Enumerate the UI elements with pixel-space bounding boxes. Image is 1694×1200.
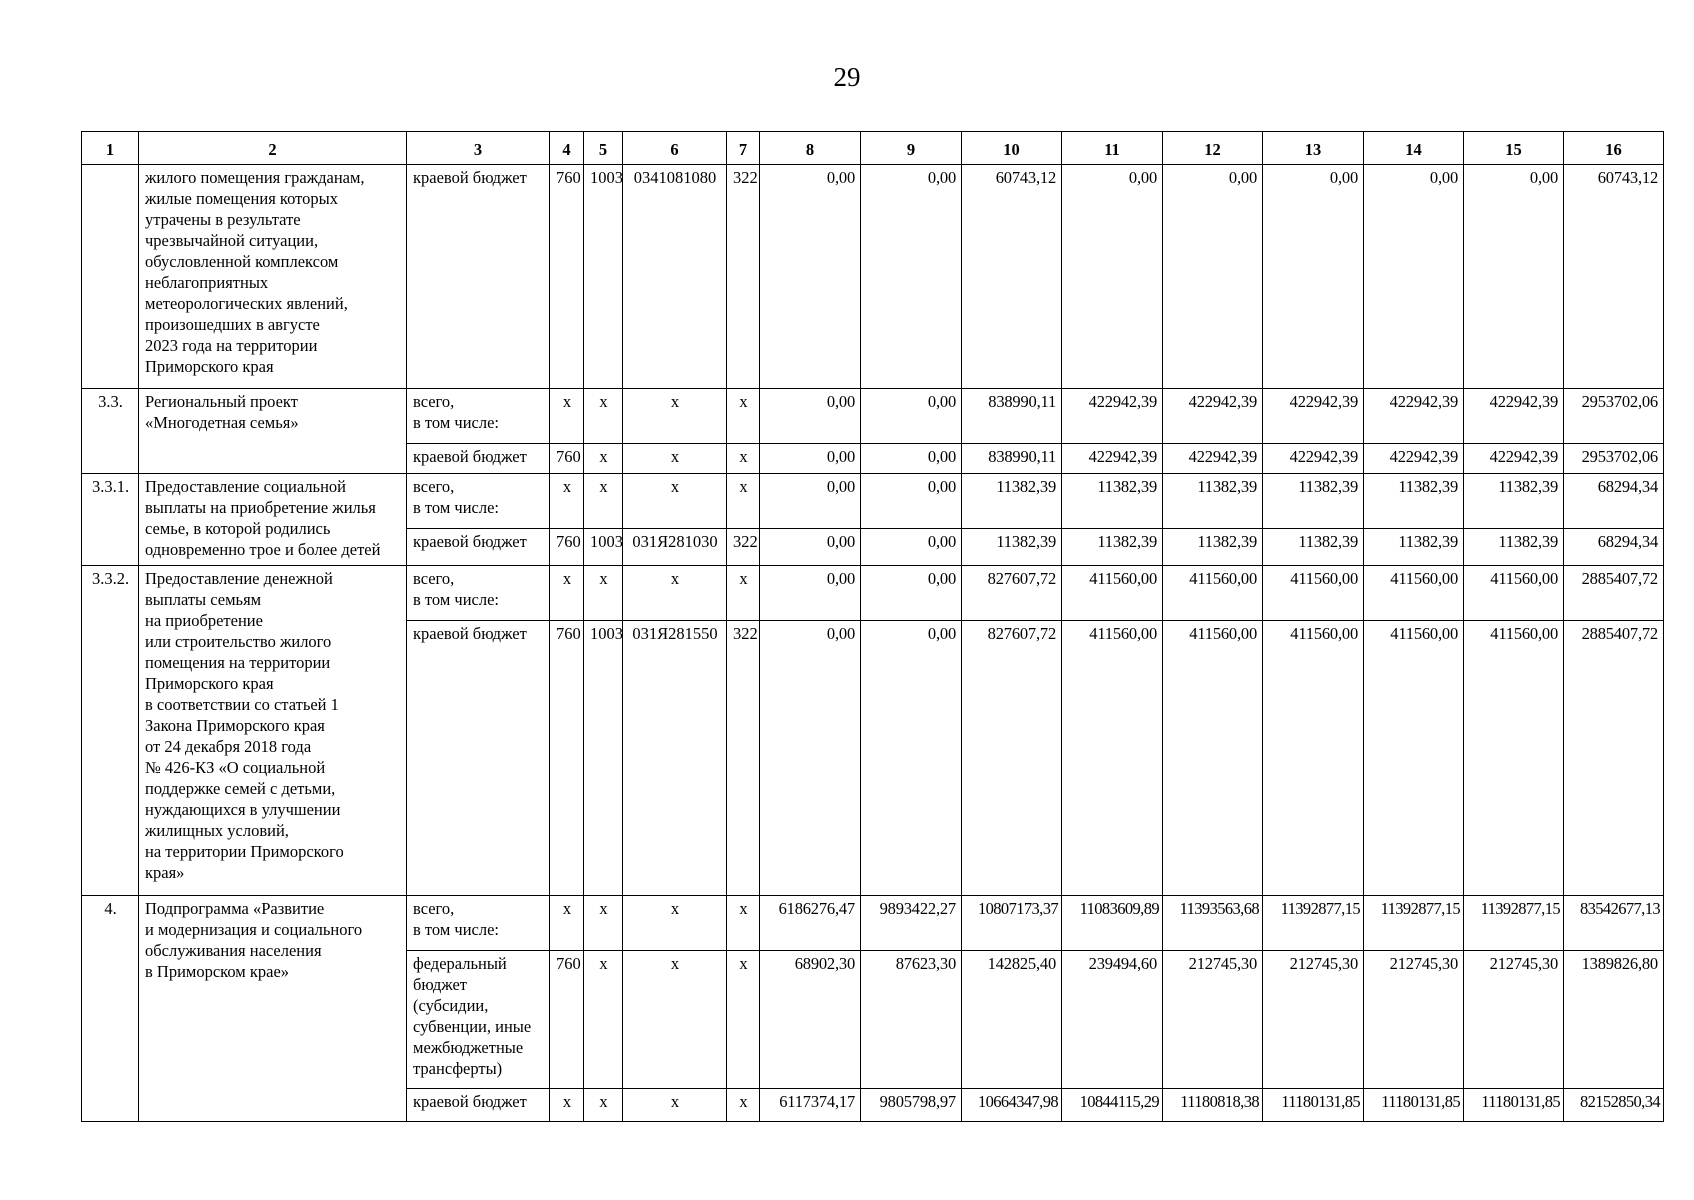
value-cell: 411560,00 (1464, 621, 1564, 896)
funding-source: федеральный бюджет (субсидии, субвенции, иные межбюджетные трансферты) (407, 951, 550, 1089)
value-cell: 11382,39 (1263, 474, 1364, 529)
col-header: 12 (1163, 132, 1263, 165)
col-header: 3 (407, 132, 550, 165)
value-cell: 6186276,47 (760, 896, 861, 951)
code-cell: 1003 (584, 529, 623, 566)
value-cell: 411560,00 (1163, 621, 1263, 896)
col-header: 1 (82, 132, 139, 165)
col-header: 11 (1062, 132, 1163, 165)
value-cell: 2885407,72 (1564, 621, 1664, 896)
value-cell: 827607,72 (962, 621, 1062, 896)
value-cell: 212745,30 (1263, 951, 1364, 1089)
code-cell: x (623, 1089, 727, 1122)
funding-source: краевой бюджет (407, 1089, 550, 1122)
value-cell: 1389826,80 (1564, 951, 1664, 1089)
row-name: Предоставление денежной выплаты семьям на приобретение или строительство жилого помещения на территории Приморского края в соответствии со статьей 1 Закона Приморского края от 24 декабря 2018 года № 426-КЗ «О социальной поддержке семей с детьми, нуждающихся в улучшении жилищных условий, на территории Приморского края» (139, 566, 407, 896)
code-cell: x (584, 951, 623, 1089)
code-cell: x (584, 389, 623, 444)
value-cell: 11180131,85 (1364, 1089, 1464, 1122)
value-cell: 11180131,85 (1464, 1089, 1564, 1122)
code-cell: x (584, 896, 623, 951)
value-cell: 11382,39 (1464, 529, 1564, 566)
row-number (82, 165, 139, 389)
row-number: 4. (82, 896, 139, 1122)
code-cell: x (550, 566, 584, 621)
value-cell: 411560,00 (1263, 621, 1364, 896)
value-cell: 422942,39 (1263, 444, 1364, 474)
table-row (82, 389, 1664, 444)
funding-source: краевой бюджет (407, 444, 550, 474)
row-name: Подпрограмма «Развитие и модернизация и социального обслуживания населения в Приморском крае» (139, 896, 407, 1122)
code-cell: x (727, 1089, 760, 1122)
col-header: 10 (962, 132, 1062, 165)
value-cell: 0,00 (861, 165, 962, 389)
value-cell: 422942,39 (1464, 444, 1564, 474)
code-cell: x (584, 474, 623, 529)
row-name: Предоставление социальной выплаты на приобретение жилья семье, в которой родились одновременно трое и более детей (139, 474, 407, 566)
funding-source: всего, в том числе: (407, 896, 550, 951)
value-cell: 0,00 (1263, 165, 1364, 389)
value-cell: 11382,39 (1364, 474, 1464, 529)
value-cell: 0,00 (1163, 165, 1263, 389)
value-cell: 411560,00 (1464, 566, 1564, 621)
value-cell: 142825,40 (962, 951, 1062, 1089)
col-header: 9 (861, 132, 962, 165)
value-cell: 0,00 (1364, 165, 1464, 389)
row-name: Региональный проект «Многодетная семья» (139, 389, 407, 474)
value-cell: 422942,39 (1364, 389, 1464, 444)
value-cell: 0,00 (861, 621, 962, 896)
value-cell: 9893422,27 (861, 896, 962, 951)
value-cell: 422942,39 (1263, 389, 1364, 444)
value-cell: 11382,39 (1464, 474, 1564, 529)
value-cell: 82152850,34 (1564, 1089, 1664, 1122)
code-cell: x (623, 951, 727, 1089)
col-header: 4 (550, 132, 584, 165)
value-cell: 10807173,37 (962, 896, 1062, 951)
value-cell: 0,00 (760, 165, 861, 389)
budget-table (81, 131, 1664, 1122)
value-cell: 11393563,68 (1163, 896, 1263, 951)
value-cell: 0,00 (760, 474, 861, 529)
code-cell: x (727, 896, 760, 951)
value-cell: 11382,39 (1062, 529, 1163, 566)
code-cell: x (623, 896, 727, 951)
value-cell: 827607,72 (962, 566, 1062, 621)
code-cell: 322 (727, 621, 760, 896)
value-cell: 0,00 (861, 529, 962, 566)
value-cell: 411560,00 (1364, 621, 1464, 896)
code-cell: x (623, 444, 727, 474)
code-cell: 1003 (584, 621, 623, 896)
table-row (82, 896, 1664, 951)
funding-source: всего, в том числе: (407, 566, 550, 621)
code-cell: 031Я281030 (623, 529, 727, 566)
funding-source: всего, в том числе: (407, 474, 550, 529)
col-header: 16 (1564, 132, 1664, 165)
col-header: 15 (1464, 132, 1564, 165)
value-cell: 422942,39 (1364, 444, 1464, 474)
value-cell: 0,00 (861, 444, 962, 474)
value-cell: 11382,39 (1062, 474, 1163, 529)
value-cell: 87623,30 (861, 951, 962, 1089)
col-header: 13 (1263, 132, 1364, 165)
value-cell: 11392877,15 (1364, 896, 1464, 951)
value-cell: 68294,34 (1564, 474, 1664, 529)
value-cell: 422942,39 (1062, 444, 1163, 474)
funding-source: краевой бюджет (407, 165, 550, 389)
code-cell: x (623, 389, 727, 444)
col-header: 14 (1364, 132, 1464, 165)
value-cell: 0,00 (861, 474, 962, 529)
funding-source: краевой бюджет (407, 529, 550, 566)
value-cell: 0,00 (760, 621, 861, 896)
value-cell: 422942,39 (1163, 389, 1263, 444)
page-number: 29 (833, 62, 861, 92)
value-cell: 11392877,15 (1464, 896, 1564, 951)
value-cell: 0,00 (760, 566, 861, 621)
code-cell: x (550, 389, 584, 444)
value-cell: 10844115,29 (1062, 1089, 1163, 1122)
table-row (82, 566, 1664, 621)
funding-source: краевой бюджет (407, 621, 550, 896)
value-cell: 2885407,72 (1564, 566, 1664, 621)
value-cell: 10664347,98 (962, 1089, 1062, 1122)
code-cell: x (550, 474, 584, 529)
code-cell: x (623, 566, 727, 621)
value-cell: 11180818,38 (1163, 1089, 1263, 1122)
value-cell: 60743,12 (962, 165, 1062, 389)
value-cell: 11382,39 (962, 529, 1062, 566)
value-cell: 0,00 (760, 389, 861, 444)
value-cell: 0,00 (861, 566, 962, 621)
value-cell: 411560,00 (1364, 566, 1464, 621)
value-cell: 11382,39 (1163, 474, 1263, 529)
value-cell: 9805798,97 (861, 1089, 962, 1122)
value-cell: 422942,39 (1464, 389, 1564, 444)
row-name: жилого помещения гражданам, жилые помещения которых утрачены в результате чрезвычайной ситуации, обусловленной комплексом неблагоприятных метеорологических явлений, произошедших в августе 2023 года на территории Приморского края (139, 165, 407, 389)
value-cell: 212745,30 (1163, 951, 1263, 1089)
code-cell: x (727, 389, 760, 444)
value-cell: 83542677,13 (1564, 896, 1664, 951)
value-cell: 0,00 (760, 529, 861, 566)
col-header: 8 (760, 132, 861, 165)
value-cell: 212745,30 (1464, 951, 1564, 1089)
value-cell: 838990,11 (962, 444, 1062, 474)
value-cell: 11382,39 (1263, 529, 1364, 566)
code-cell: x (550, 896, 584, 951)
value-cell: 11083609,89 (1062, 896, 1163, 951)
code-cell: 760 (550, 951, 584, 1089)
value-cell: 0,00 (1062, 165, 1163, 389)
col-header: 7 (727, 132, 760, 165)
value-cell: 239494,60 (1062, 951, 1163, 1089)
value-cell: 60743,12 (1564, 165, 1664, 389)
value-cell: 11180131,85 (1263, 1089, 1364, 1122)
value-cell: 0,00 (760, 444, 861, 474)
code-cell: 322 (727, 529, 760, 566)
value-cell: 11382,39 (1163, 529, 1263, 566)
code-cell: 760 (550, 529, 584, 566)
col-header: 2 (139, 132, 407, 165)
code-cell: x (584, 566, 623, 621)
col-header: 5 (584, 132, 623, 165)
code-cell: 760 (550, 444, 584, 474)
value-cell: 6117374,17 (760, 1089, 861, 1122)
code-cell: x (727, 474, 760, 529)
code-cell: x (623, 474, 727, 529)
value-cell: 68294,34 (1564, 529, 1664, 566)
value-cell: 68902,30 (760, 951, 861, 1089)
row-number: 3.3.2. (82, 566, 139, 896)
value-cell: 11382,39 (962, 474, 1062, 529)
code-cell: x (584, 444, 623, 474)
code-cell: 760 (550, 621, 584, 896)
code-cell: 1003 (584, 165, 623, 389)
value-cell: 411560,00 (1263, 566, 1364, 621)
row-number: 3.3. (82, 389, 139, 474)
value-cell: 0,00 (861, 389, 962, 444)
value-cell: 411560,00 (1163, 566, 1263, 621)
funding-source: всего, в том числе: (407, 389, 550, 444)
value-cell: 422942,39 (1062, 389, 1163, 444)
value-cell: 11392877,15 (1263, 896, 1364, 951)
code-cell: x (727, 566, 760, 621)
value-cell: 422942,39 (1163, 444, 1263, 474)
code-cell: x (727, 444, 760, 474)
header-row (82, 132, 1664, 165)
value-cell: 411560,00 (1062, 566, 1163, 621)
row-number: 3.3.1. (82, 474, 139, 566)
code-cell: x (584, 1089, 623, 1122)
code-cell: x (727, 951, 760, 1089)
value-cell: 11382,39 (1364, 529, 1464, 566)
code-cell: 0341081080 (623, 165, 727, 389)
table-row (82, 165, 1664, 389)
value-cell: 2953702,06 (1564, 389, 1664, 444)
table-row (82, 474, 1664, 529)
code-cell: 760 (550, 165, 584, 389)
value-cell: 212745,30 (1364, 951, 1464, 1089)
col-header: 6 (623, 132, 727, 165)
code-cell: 322 (727, 165, 760, 389)
table-body (82, 165, 1664, 1122)
value-cell: 2953702,06 (1564, 444, 1664, 474)
value-cell: 838990,11 (962, 389, 1062, 444)
value-cell: 0,00 (1464, 165, 1564, 389)
code-cell: 031Я281550 (623, 621, 727, 896)
code-cell: x (550, 1089, 584, 1122)
value-cell: 411560,00 (1062, 621, 1163, 896)
